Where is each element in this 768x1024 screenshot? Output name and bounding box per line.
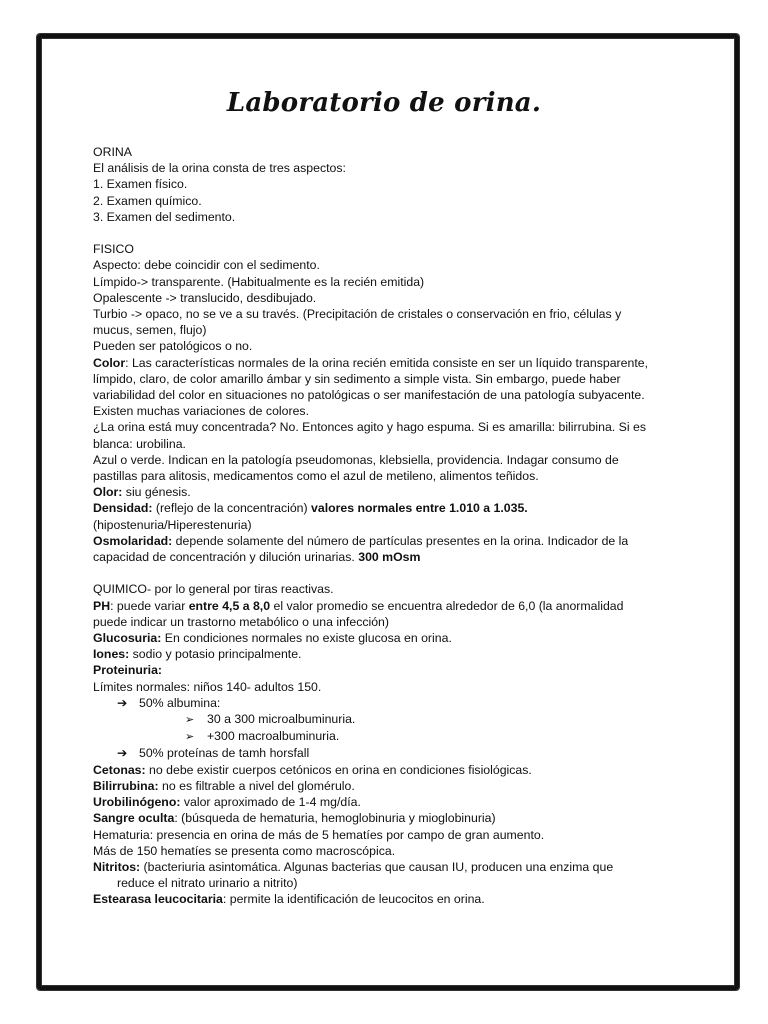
paragraph-line: mucus, semen, flujo) <box>93 323 207 338</box>
term-label: Estearasa leucocitaria <box>93 892 223 907</box>
paragraph-line: ¿La orina está muy concentrada? No. Entonces agito y hago espuma. Si es amarilla: bilirrubina. Si es <box>93 420 646 435</box>
paragraph-line: Hematuria: presencia en orina de más de 5 hematíes por campo de gran aumento. <box>93 827 545 842</box>
color-paragraph: Color: Las características normales de la orina recién emitida consiste en ser un líquido transparente, <box>93 355 648 370</box>
list-item: 2. Examen químico. <box>93 193 202 208</box>
term-label: Iones: <box>93 647 130 662</box>
glucosuria-line: Glucosuria: En condiciones normales no existe glucosa en orina. <box>93 631 452 646</box>
list-item: 1. Examen físico. <box>93 177 188 192</box>
paragraph-line: blanca: urobilina. <box>93 436 186 451</box>
term-label: Osmolaridad: <box>93 533 173 548</box>
paragraph-line: Límites normales: niños 140- adultos 150. <box>93 679 322 694</box>
paragraph-line: Aspecto: debe coincidir con el sedimento. <box>93 258 320 273</box>
intro-lead: El análisis de la orina consta de tres aspectos: <box>93 161 346 176</box>
term-label: Urobilinógeno: <box>93 795 181 810</box>
paragraph-line: puede indicar un trastorno metabólico o una infección) <box>93 614 389 629</box>
esterasa-line: Estearasa leucocitaria: permite la identificación de leucocitos en orina. <box>93 892 485 907</box>
urobilinogeno-line: Urobilinógeno: valor aproximado de 1-4 mg/día. <box>93 795 361 810</box>
paragraph-line: variabilidad del color en situaciones no patológicas o ser manifestación de una patología subyacente. <box>93 388 645 403</box>
list-item: ➢ +300 macroalbuminuria. <box>93 728 693 745</box>
term-label: Nitritos: <box>93 859 141 874</box>
page-title: Laboratorio de orina. <box>226 88 542 118</box>
term-label: Densidad: <box>93 501 153 516</box>
olor-line: Olor: siu génesis. <box>93 485 191 500</box>
paragraph-line: Azul o verde. Indican en la patología pseudomonas, klebsiella, providencia. Indagar consumo de <box>93 452 619 467</box>
section-heading-fisico: FISICO <box>93 242 134 257</box>
section-heading-orina: ORINA <box>93 145 132 159</box>
osmolaridad-line: Osmolaridad: depende solamente del número de partículas presentes en la orina. Indicador de la <box>93 533 629 548</box>
iones-line: Iones: sodio y potasio principalmente. <box>93 647 302 662</box>
term-label: Olor: <box>93 485 123 500</box>
paragraph-line: (hipostenuria/Hiperestenuria) <box>93 517 252 532</box>
paragraph-line: límpido, claro, de color amarillo ámbar y sin sedimento a simple vista. Sin embargo, puede haber <box>93 371 621 386</box>
paragraph-line: Pueden ser patológicos o no. <box>93 339 253 354</box>
term-label: Sangre oculta <box>93 811 175 826</box>
arrowhead-bullet-icon: ➢ <box>185 714 195 727</box>
arrowhead-bullet-icon: ➢ <box>185 731 195 744</box>
paragraph-line: reduce el nitrato urinario a nitrito) <box>117 876 298 891</box>
paragraph-line: Más de 150 hematíes se presenta como macroscópica. <box>93 843 396 858</box>
paragraph-line: Opalescente -> translucido, desdibujado. <box>93 290 317 305</box>
document-body <box>93 144 693 908</box>
densidad-line: Densidad: (reflejo de la concentración) valores normales entre 1.010 a 1.035. <box>93 501 528 516</box>
osmolaridad-line-2: capacidad de concentración y dilución urinarias. 300 mOsm <box>93 550 421 565</box>
list-item: ➔ 50% albumina: <box>117 695 221 710</box>
list-item: ➔ 50% proteínas de tamh horsfall <box>117 746 310 761</box>
term-label: Color <box>93 355 126 370</box>
term-label: Glucosuria: <box>93 631 162 646</box>
term-label: Bilirrubina: <box>93 778 159 793</box>
cetonas-line: Cetonas: no debe existir cuerpos cetónicos en orina en condiciones fisiológicas. <box>93 762 532 777</box>
arrow-right-icon: ➔ <box>117 746 128 761</box>
sangre-oculta-line: Sangre oculta: (búsqueda de hematuria, hemoglobinuria y mioglobinuria) <box>93 811 496 826</box>
paragraph-line: Turbio -> opaco, no se ve a su través. (Precipitación de cristales o conservación en frio, células y <box>93 307 622 322</box>
arrow-right-icon: ➔ <box>117 695 128 710</box>
nitritos-line: Nitritos: (bacteriuria asintomática. Algunas bacterias que causan IU, producen una enzima que <box>93 859 614 874</box>
paragraph-line: Existen muchas variaciones de colores. <box>93 404 309 419</box>
ph-line: PH: puede variar entre 4,5 a 8,0 el valor promedio se encuentra alrededor de 6,0 (la anormalidad <box>93 598 624 613</box>
section-heading-quimico: QUIMICO- por lo general por tiras reactivas. <box>93 582 334 597</box>
paragraph-line: pastillas para alitosis, medicamentos como el azul de metileno, alimentos teñidos. <box>93 469 539 484</box>
term-label: Cetonas: <box>93 762 146 777</box>
bilirrubina-line: Bilirrubina: no es filtrable a nivel del glomérulo. <box>93 778 355 793</box>
term-label: PH <box>93 598 111 613</box>
proteinuria-line <box>93 662 693 678</box>
term-label: Proteinuria: <box>93 663 163 678</box>
paragraph-line: Límpido-> transparente. (Habitualmente es la recién emitida) <box>93 274 425 289</box>
list-item: ➢ 30 a 300 microalbuminuria. <box>93 711 693 728</box>
list-item: 3. Examen del sedimento. <box>93 209 236 224</box>
